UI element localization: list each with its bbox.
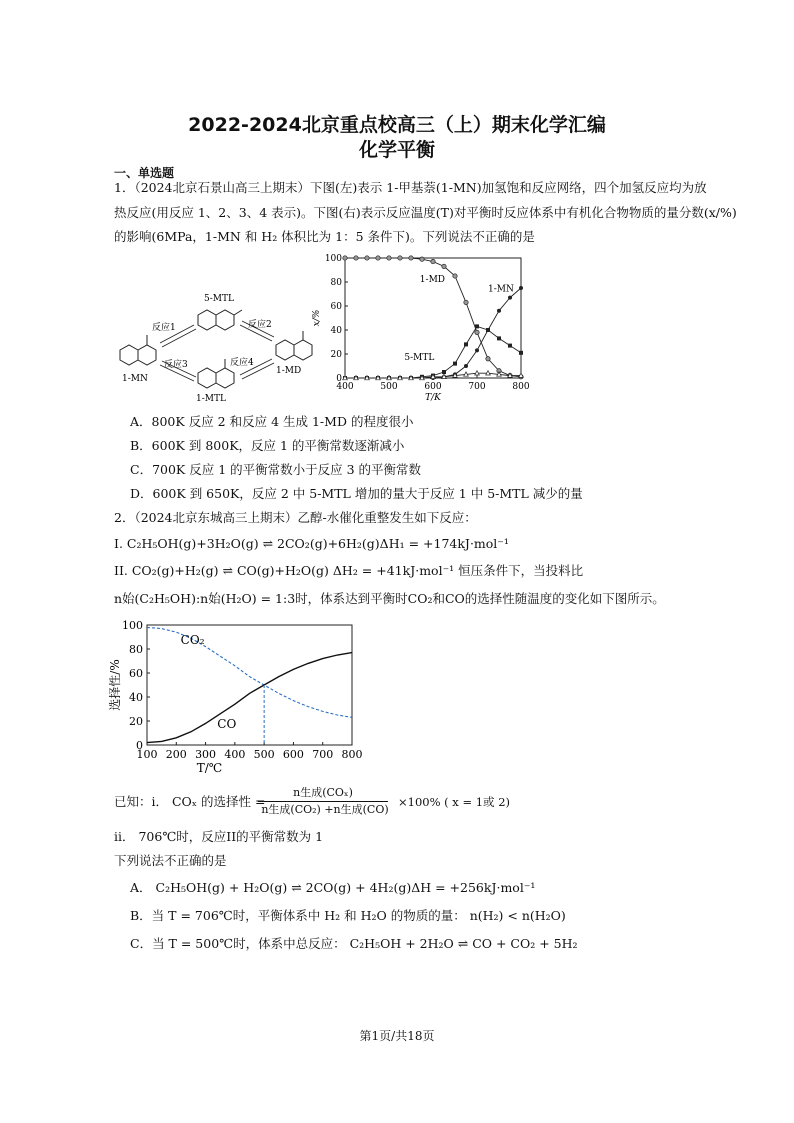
x-tick-label: 400: [336, 382, 354, 392]
q1-option-b: B．600K 到 800K，反应 1 的平衡常数逐渐减小: [130, 438, 405, 453]
y-tick-label: 20: [330, 350, 342, 360]
data-point: [464, 364, 468, 368]
data-point: [343, 256, 347, 260]
plot-frame: [147, 625, 352, 745]
y-axis-label: 选择性/%: [108, 659, 122, 711]
y-axis-label: x/%: [312, 309, 322, 327]
x-tick-label: 700: [468, 382, 486, 392]
x-tick-label: 500: [380, 382, 398, 392]
q1-text-line3: 的影响(6MPa，1-MN 和 H₂ 体积比为 1：5 条件下)。下列说法不正确的是: [114, 229, 535, 244]
y-tick-label: 0: [136, 739, 143, 752]
q2-reaction-2: II. CO₂(g)+H₂(g) ⇌ CO(g)+H₂O(g) ΔH₂ = +41kJ·mol⁻¹ 恒压条件下，当投料比: [114, 563, 584, 578]
y-tick-label: 40: [330, 326, 342, 336]
data-point: [376, 256, 380, 260]
data-point: [398, 256, 402, 260]
data-point: [354, 256, 358, 260]
section-heading: 一、单选题: [114, 166, 175, 180]
data-point: [486, 357, 490, 361]
data-point: [475, 348, 479, 352]
x-tick-label: 400: [224, 748, 246, 761]
label-reaction-1: 反应1: [152, 323, 176, 333]
data-point: [497, 336, 501, 340]
series-line-co2: [147, 627, 352, 717]
q1-option-c: C．700K 反应 1 的平衡常数小于反应 3 的平衡常数: [130, 462, 422, 477]
x-tick-label: 500: [253, 748, 275, 761]
q1-text-line2: 热反应(用反应 1、2、3、4 表示)。下图(右)表示反应温度(T)对平衡时反应体系中有机化合物物质的量分数(x/%): [114, 205, 737, 220]
label-reaction-3: 反应3: [164, 360, 188, 370]
q1-text-line1: 1．（2024北京石景山高三上期末）下图(左)表示 1-甲基萘(1-MN)加氢饱和反应网络，四个加氢反应均为放: [114, 180, 707, 195]
data-point: [442, 370, 446, 374]
y-tick-label: 0: [336, 374, 342, 384]
document-title: 2022-2024北京重点校高三（上）期末化学汇编: [188, 114, 606, 136]
data-point: [475, 330, 479, 334]
data-point: [464, 300, 468, 304]
q2-known-i: 已知：i． COₓ 的选择性 =: [114, 794, 266, 809]
q2-option-a: A． C₂H₅OH(g) + H₂O(g) ⇌ 2CO(g) + 4H₂(g)ΔH = +256kJ·mol⁻¹: [130, 880, 536, 895]
x-tick-label: 600: [424, 382, 442, 392]
q2-feed-ratio: n始(C₂H₅OH):n始(H₂O) = 1:3时，体系达到平衡时CO₂和CO的选择性随温度的变化如下图所示。: [114, 591, 665, 606]
data-point: [486, 328, 490, 332]
q2-option-b: B．当 T = 706℃时，平衡体系中 H₂ 和 H₂O 的物质的量： n(H₂) < n(H₂O): [130, 908, 566, 923]
data-point: [442, 264, 446, 268]
series-label-co: CO: [217, 717, 237, 732]
label-1-mn: 1-MN: [122, 374, 148, 384]
series-label-5-mtl: 5-MTL: [404, 353, 435, 363]
data-point: [365, 256, 369, 260]
document-subtitle: 化学平衡: [358, 139, 435, 161]
y-tick-label: 80: [129, 643, 143, 656]
q1-option-a: A．800K 反应 2 和反应 4 生成 1-MD 的程度很小: [130, 414, 414, 429]
data-point: [464, 342, 468, 346]
data-point: [508, 296, 512, 300]
data-point: [475, 324, 479, 328]
q2-ask: 下列说法不正确的是: [114, 853, 227, 868]
x-tick-label: 100: [136, 748, 158, 761]
data-point: [409, 256, 413, 260]
x-tick-label: 700: [312, 748, 334, 761]
y-tick-label: 100: [122, 619, 143, 632]
molecule-5-mtl: [198, 310, 242, 330]
x-tick-label: 200: [165, 748, 187, 761]
series-line-co: [147, 653, 352, 743]
data-point: [387, 256, 391, 260]
q2-option-c: C．当 T = 500℃时，体系中总反应： C₂H₅OH + 2H₂O ⇌ CO + CO₂ + 5H₂: [130, 936, 578, 951]
molecule-1-mn: [120, 335, 156, 365]
series-line-1-MN: [345, 288, 521, 378]
y-tick-label: 20: [129, 715, 143, 728]
data-point: [497, 309, 501, 313]
data-point: [453, 362, 457, 366]
data-point: [519, 351, 523, 355]
data-point: [508, 344, 512, 348]
q1-option-d: D．600K 到 650K，反应 2 中 5-MTL 增加的量大于反应 1 中 5-MTL 减少的量: [130, 486, 583, 501]
q2-text-line1: 2．（2024北京东城高三上期末）乙醇-水催化重整发生如下反应：: [114, 510, 477, 525]
data-point: [420, 257, 424, 261]
q2-reaction-1: I. C₂H₅OH(g)+3H₂O(g) ⇌ 2CO₂(g)+6H₂(g)ΔH₁ = +174kJ·mol⁻¹: [114, 536, 509, 551]
label-reaction-4: 反应4: [230, 358, 254, 368]
x-axis-label: T/K: [425, 393, 441, 403]
data-point: [431, 259, 435, 263]
page-footer: 第1页/共18页: [359, 1029, 435, 1043]
series-label-co2: CO₂: [180, 633, 205, 648]
data-point: [453, 274, 457, 278]
x-tick-label: 600: [282, 748, 304, 761]
series-label-1-md: 1-MD: [419, 275, 446, 285]
x-tick-label: 300: [195, 748, 217, 761]
y-tick-label: 40: [129, 691, 143, 704]
q2-known-ii: ii． 706℃时，反应II的平衡常数为 1: [114, 829, 324, 844]
y-tick-label: 100: [324, 254, 342, 264]
reaction-network-diagram: [112, 285, 327, 405]
data-point: [519, 286, 523, 290]
chart-selectivity-vs-temperature: [105, 615, 365, 780]
chart-mole-fraction-vs-temperature: [305, 250, 535, 405]
selectivity-fraction-suffix: ×100% ( x = 1或 2): [398, 795, 511, 809]
x-axis-label: T/℃: [196, 761, 223, 775]
label-1-md: 1-MD: [276, 366, 302, 376]
y-tick-label: 60: [129, 667, 143, 680]
label-5-mtl: 5-MTL: [204, 294, 234, 304]
molecule-1-mtl: [198, 359, 234, 388]
selectivity-fraction-numerator: n生成(COₓ): [258, 784, 388, 802]
x-tick-label: 800: [512, 382, 530, 392]
x-tick-label: 800: [341, 748, 363, 761]
y-tick-label: 80: [330, 278, 342, 288]
label-reaction-2: 反应2: [248, 320, 272, 330]
series-label-1-mn: 1-MN: [488, 284, 514, 295]
y-tick-label: 60: [330, 302, 342, 312]
label-1-mtl: 1-MTL: [196, 394, 226, 404]
selectivity-fraction-denominator: n生成(CO₂) +n生成(CO): [261, 803, 389, 816]
